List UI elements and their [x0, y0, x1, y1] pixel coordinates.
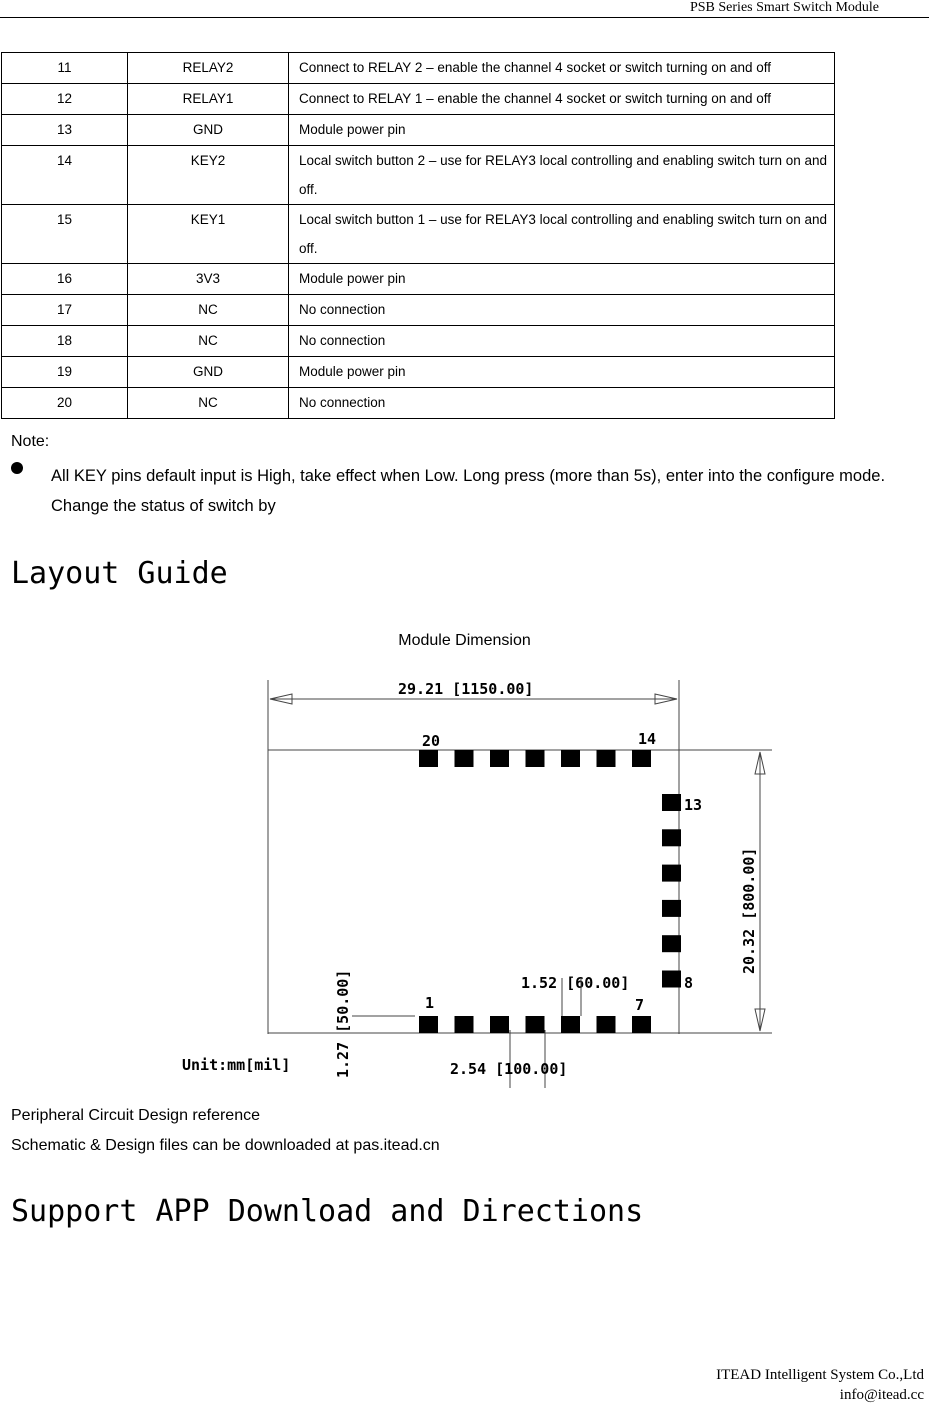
- table-row: [2, 84, 835, 115]
- document-header-title: PSB Series Smart Switch Module: [689, 0, 879, 15]
- pin-number-cell: 19: [2, 357, 128, 388]
- module-dimension-title: Module Dimension: [398, 632, 531, 649]
- pad-11: [662, 865, 681, 882]
- pin-label-20: 20: [422, 732, 441, 750]
- pin-label-13: 13: [684, 796, 703, 814]
- pin-description-cell: Module power pin: [289, 264, 835, 295]
- table-row: [2, 264, 835, 295]
- pin-number-cell: 16: [2, 264, 128, 295]
- pin-number-cell: 14: [2, 146, 128, 205]
- height-dimension-label: 20.32 [800.00]: [740, 847, 758, 974]
- edge-offset-label: 1.27 [50.00]: [334, 969, 352, 1078]
- peripheral-title: Peripheral Circuit Design reference: [11, 1107, 260, 1124]
- pin-number-cell: 15: [2, 205, 128, 264]
- pin-label-1: 1: [425, 994, 435, 1012]
- table-row: [2, 115, 835, 146]
- module-dimension-drawing: [170, 668, 790, 1088]
- width-dimension-label: 29.21 [1150.00]: [398, 680, 534, 698]
- pad-14: [632, 750, 651, 767]
- pin-name-cell: RELAY2: [128, 53, 289, 84]
- pin-description-cell: No connection: [289, 326, 835, 357]
- pin-name-cell: KEY2: [128, 146, 289, 205]
- pad-9: [662, 935, 681, 952]
- pad-16: [561, 750, 580, 767]
- pin-definition-table: [1, 52, 835, 419]
- right-pad-column: [662, 794, 681, 988]
- table-row: [2, 146, 835, 205]
- layout-guide-heading: Layout Guide: [11, 556, 228, 591]
- pad-6: [597, 1016, 616, 1033]
- peripheral-download-note: Schematic & Design files can be downloaded at pas.itead.cn: [11, 1137, 440, 1154]
- pin-name-cell: GND: [128, 115, 289, 146]
- pin-number-cell: 18: [2, 326, 128, 357]
- pad-18: [490, 750, 509, 767]
- pad-3: [490, 1016, 509, 1033]
- table-row: [2, 205, 835, 264]
- pad-4: [526, 1016, 545, 1033]
- pad-10: [662, 900, 681, 917]
- pin-gap-label: 1.52 [60.00]: [521, 974, 630, 992]
- pin-number-cell: 11: [2, 53, 128, 84]
- table-row: [2, 357, 835, 388]
- unit-label: Unit:mm[mil]: [182, 1056, 291, 1074]
- pad-1: [419, 1016, 438, 1033]
- pin-name-cell: NC: [128, 388, 289, 419]
- footer-company: ITEAD Intelligent System Co.,Ltd: [716, 1367, 924, 1383]
- pin-description-cell: Connect to RELAY 2 – enable the channel 4 socket or switch turning on and off: [289, 53, 835, 84]
- note-bullet-text: All KEY pins default input is High, take effect when Low. Long press (more than 5s), enter into the configure mode. Change the status of switch by: [51, 467, 886, 515]
- support-app-heading: Support APP Download and Directions: [11, 1194, 644, 1229]
- pin-number-cell: 13: [2, 115, 128, 146]
- footer-email: info@itead.cc: [839, 1387, 924, 1403]
- pin-number-cell: 20: [2, 388, 128, 419]
- top-pad-row: [419, 750, 651, 767]
- pin-name-cell: NC: [128, 295, 289, 326]
- pad-17: [526, 750, 545, 767]
- pin-description-cell: Module power pin: [289, 115, 835, 146]
- pin-number-cell: 12: [2, 84, 128, 115]
- pitch-label: 2.54 [100.00]: [450, 1060, 568, 1078]
- table-row: [2, 326, 835, 357]
- pin-description-cell: No connection: [289, 295, 835, 326]
- pad-7: [632, 1016, 651, 1033]
- pin-label-8: 8: [684, 974, 694, 992]
- pin-name-cell: NC: [128, 326, 289, 357]
- pin-name-cell: 3V3: [128, 264, 289, 295]
- pin-description-cell: Local switch button 2 – use for RELAY3 local controlling and enabling switch turn on and off.: [289, 146, 835, 205]
- pin-description-cell: Local switch button 1 – use for RELAY3 local controlling and enabling switch turn on and off.: [289, 205, 835, 264]
- pad-8: [662, 971, 681, 988]
- bullet-icon: [11, 462, 23, 474]
- pin-name-cell: GND: [128, 357, 289, 388]
- pad-5: [561, 1016, 580, 1033]
- table-row: [2, 53, 835, 84]
- pad-19: [455, 750, 474, 767]
- pin-name-cell: RELAY1: [128, 84, 289, 115]
- pad-15: [597, 750, 616, 767]
- pad-2: [455, 1016, 474, 1033]
- document-footer: [716, 1365, 924, 1405]
- pad-12: [662, 829, 681, 846]
- pin-description-cell: Connect to RELAY 1 – enable the channel 4 socket or switch turning on and off: [289, 84, 835, 115]
- pad-13: [662, 794, 681, 811]
- peripheral-reference: [11, 1101, 440, 1161]
- pin-label-7: 7: [635, 996, 645, 1014]
- pin-description-cell: No connection: [289, 388, 835, 419]
- bottom-pad-row: [419, 1016, 651, 1033]
- note-label: Note:: [11, 433, 50, 450]
- table-row: [2, 295, 835, 326]
- pad-20: [419, 750, 438, 767]
- table-row: [2, 388, 835, 419]
- pin-label-14: 14: [638, 730, 657, 748]
- header-rule: [0, 17, 929, 18]
- pin-number-cell: 17: [2, 295, 128, 326]
- pin-description-cell: Module power pin: [289, 357, 835, 388]
- pin-name-cell: KEY1: [128, 205, 289, 264]
